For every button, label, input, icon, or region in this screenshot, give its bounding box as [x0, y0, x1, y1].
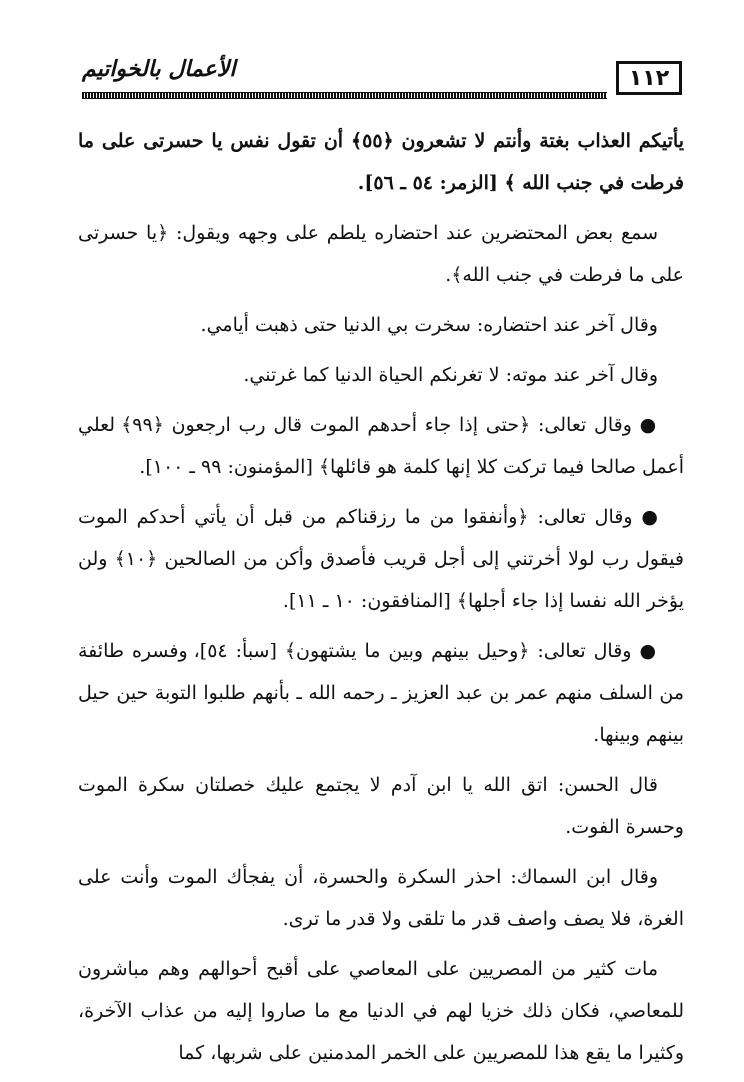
header-rule [82, 92, 607, 99]
paragraph-quran-muminun: ● وقال تعالى: ﴿حتى إذا جاء أحدهم الموت قال رب ارجعون ﴿٩٩﴾ لعلي أعمل صالحا فيما تركت كلا إنها كلمة هو قائلها﴾ [المؤمنون: ٩٩ ـ ١٠٠]. [78, 414, 684, 478]
paragraph-quran-zumar: يأتيكم العذاب بغتة وأنتم لا تشعرون ﴿٥٥﴾ أن تقول نفس يا حسرتى على ما فرطت في جنب الله ﴾ [الزمر: ٥٤ ـ ٥٦]. [78, 130, 685, 194]
running-title: الأعمال بالخواتيم [82, 57, 236, 82]
paragraph-quran-saba: ● وقال تعالى: ﴿وحيل بينهم وبين ما يشتهون﴾ [سبأ: ٥٤]، وفسره طائفة من السلف منهم عمر بن عبد العزيز ـ رحمه الله ـ بأنهم طلبوا التوبة حين حيل بينهم وبينها. [78, 640, 684, 746]
page-header [82, 55, 682, 101]
paragraph-saying-2: وقال آخر عند موته: لا تغرنكم الحياة الدنيا كما غرتني. [243, 364, 658, 386]
paragraph-egyptians: مات كثير من المصريين على المعاصي على أقبح أحوالهم وهم مباشرون للمعاصي، فكان ذلك خزيا لهم في الدنيا مع ما صاروا إليه من عذاب الآخرة، وكثيرا ما يقع هذا للمصريين على الخمر المدمنين على شربها، كما [78, 958, 684, 1064]
page-number: ١١٢ [616, 61, 682, 95]
paragraph-saying-1: وقال آخر عند احتضاره: سخرت بي الدنيا حتى ذهبت أيامي. [200, 314, 658, 336]
paragraph-ibn-sammak: وقال ابن السماك: احذر السكرة والحسرة، أن يفجأك الموت وأنت على الغرة، فلا يصف واصف قدر ما تلقى ولا قدر ما ترى. [78, 866, 684, 930]
paragraph-quran-munafiqun: ● وقال تعالى: ﴿وأنفقوا من ما رزقناكم من قبل أن يأتي أحدكم الموت فيقول رب لولا أخرتني إلى أجل قريب فأصدق وأكن من الصالحين ﴿١٠﴾ ولن يؤخر الله نفسا إذا جاء أجلها﴾ [المنافقون: ١٠ ـ ١١]. [78, 506, 684, 612]
paragraph-dying-regret: سمع بعض المحتضرين عند احتضاره يلطم على وجهه ويقول: ﴿يا حسرتى على ما فرطت في جنب الله﴾. [78, 222, 684, 286]
page-body [78, 120, 684, 1082]
paragraph-hasan: قال الحسن: اتق الله يا ابن آدم لا يجتمع عليك خصلتان سكرة الموت وحسرة الفوت. [78, 774, 684, 838]
